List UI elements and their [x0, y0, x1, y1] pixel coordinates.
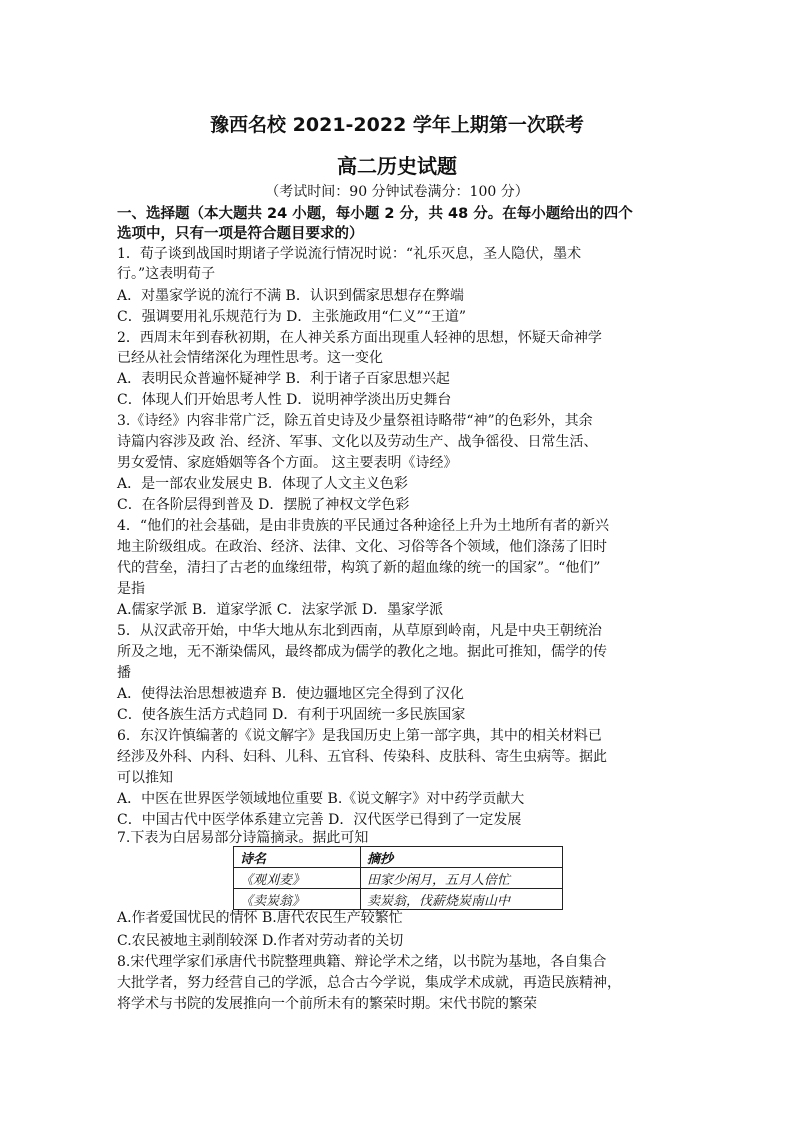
table-cell: 卖炭翁，伐薪烧炭南山中	[361, 889, 563, 910]
text-line: 播	[117, 665, 131, 681]
option-line: C．强调要用礼乐规范行为 D．主张施政用“仁义”“王道”	[117, 309, 467, 325]
text-line: 可以推知	[117, 770, 173, 786]
text-line: 是指	[117, 581, 145, 597]
text-line: 将学术与书院的发展推向一个前所未有的繁荣时期。宋代书院的繁荣	[117, 996, 537, 1012]
text-line: 1．荀子谈到战国时期诸子学说流行情况时说：“礼乐灭息，圣人隐伏，墨术	[117, 246, 582, 262]
option-line: A．中医在世界医学领域地位重要 B.《说文解字》对中药学贡献大	[117, 791, 525, 807]
table-header-row	[234, 847, 563, 868]
text-line: 诗篇内容涉及政 治、经济、军事、文化以及劳动生产、战争徭役、日常生活、	[117, 434, 598, 450]
text-line: 经涉及外科、内科、妇科、儿科、五官科、传染科、皮肤科、寄生虫病等。据此	[117, 749, 607, 765]
poem-table	[233, 846, 563, 910]
text-line: 4．“他们的社会基础，是由非贵族的平民通过各种途径上升为土地所有者的新兴	[117, 518, 610, 534]
text-line: 7.下表为白居易部分诗篇摘录。据此可知	[117, 830, 369, 846]
text-line: 8.宋代理学家们承唐代书院整理典籍、辩论学术之绪，以书院为基地，各自集合	[117, 954, 607, 970]
exam-title: 豫西名校 2021-2022 学年上期第一次联考	[210, 114, 584, 136]
option-line: A．是一部农业发展史 B．体现了人文主义色彩	[117, 476, 408, 492]
option-line: C．中国古代中医学体系建立完善 D．汉代医学已得到了一定发展	[117, 812, 522, 828]
section-heading-line-2: 选项中，只有一项是符合题目要求的）	[117, 226, 364, 242]
option-line: A.儒家学派 B．道家学派 C．法家学派 D．墨家学派	[117, 602, 444, 618]
text-line: 2．西周末年到春秋初期，在人神关系方面出现重人轻神的思想，怀疑天命神学	[117, 330, 602, 346]
section-heading-line-1: 一、选择题（本大题共 24 小题，每小题 2 分，共 48 分。在每小题给出的四个	[117, 206, 633, 222]
table-cell: 《卖炭翁》	[234, 889, 361, 910]
text-line: 已经从社会情绪深化为理性思考。这一变化	[117, 350, 383, 366]
text-line: 大批学者，努力经营自己的学派，总合古今学说，集成学术成就，再造民族精神，	[117, 975, 621, 991]
text-line: 6．东汉许慎编著的《说文解字》是我国历史上第一部字典，其中的相关材料已	[117, 728, 602, 744]
option-line: C．使各族生活方式趋同 D．有利于巩固统一多民族国家	[117, 707, 466, 723]
table-header: 摘抄	[361, 847, 563, 868]
text-line: 地主阶级组成。在政治、经济、法律、文化、习俗等各个领域，他们涤荡了旧时	[117, 539, 607, 555]
option-line: C．体现人们开始思考人性 D．说明神学淡出历史舞台	[117, 392, 452, 408]
table-cell: 田家少闲月，五月人倍忙	[361, 868, 563, 889]
option-line: A．对墨家学说的流行不满 B．认识到儒家思想存在弊端	[117, 288, 464, 304]
text-line: 行。”这表明荀子	[117, 266, 216, 282]
option-line: A.作者爱国忧民的情怀 B.唐代农民生产较繁忙	[117, 910, 403, 926]
option-line: A．使得法治思想被遗弃 B．使边疆地区完全得到了汉化	[117, 686, 464, 702]
exam-subtitle: 高二历史试题	[337, 154, 457, 178]
table-row	[234, 868, 563, 889]
text-line: 男女爱情、家庭婚姻等各个方面。 这主要表明《诗经》	[117, 455, 458, 471]
option-line: C.农民被地主剥削较深 D.作者对劳动者的关切	[117, 933, 404, 949]
option-line: A．表明民众普遍怀疑神学 B．利于诸子百家思想兴起	[117, 371, 450, 387]
text-line: 代的营垒，清扫了古老的血缘纽带，构筑了新的超血缘的统一的国家”。“他们”	[117, 560, 601, 576]
option-line: C．在各阶层得到普及 D．摆脱了神权文学色彩	[117, 497, 410, 513]
text-line: 所及之地，无不渐染儒风，最终都成为儒学的教化之地。据此可推知，儒学的传	[117, 644, 607, 660]
table-cell: 《观刈麦》	[234, 868, 361, 889]
text-line: 5．从汉武帝开始，中华大地从东北到西南，从草原到岭南，凡是中央王朝统治	[117, 623, 602, 639]
exam-info: （考试时间：90 分钟试卷满分：100 分）	[265, 184, 529, 200]
text-line: 3.《诗经》内容非常广泛，除五首史诗及少量祭祖诗略带“神”的色彩外，其余	[117, 413, 593, 429]
table-header: 诗名	[234, 847, 361, 868]
